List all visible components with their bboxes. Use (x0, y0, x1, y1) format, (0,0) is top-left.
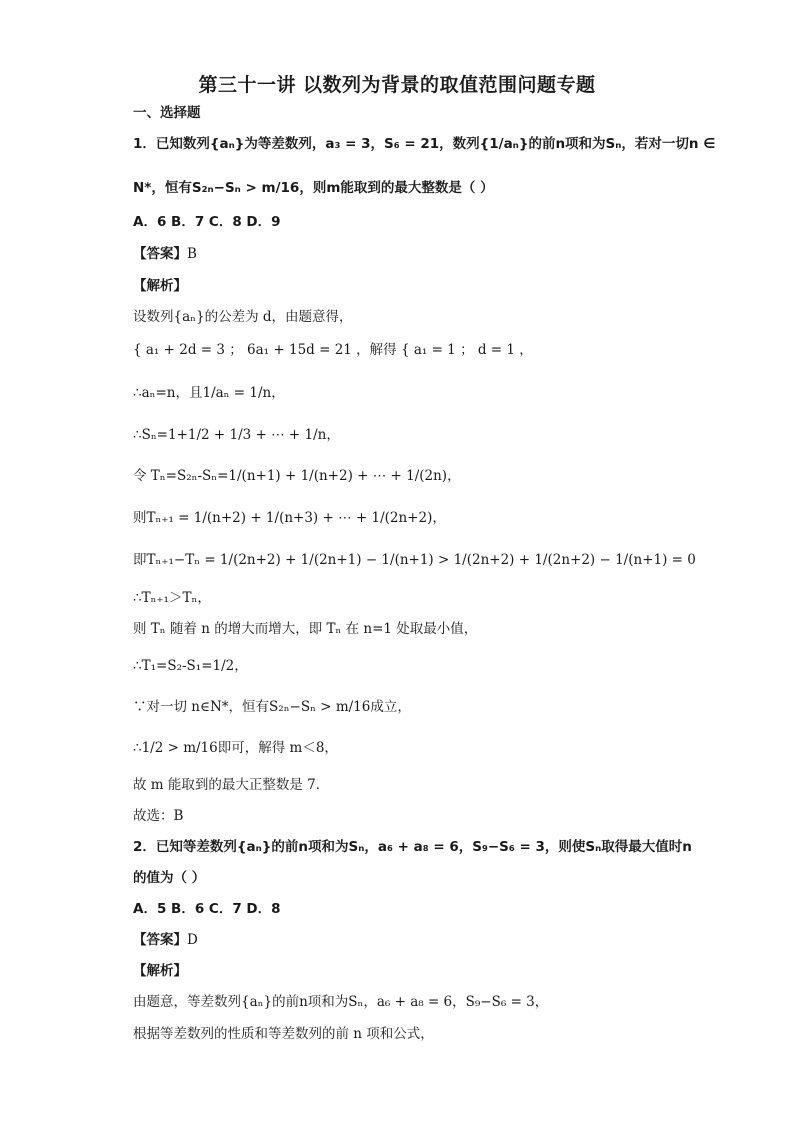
q1-answer-value: B (187, 246, 197, 262)
q1-step-6: 则Tₙ₊₁ = 1/(n+2) + 1/(n+3) + ⋯ + 1/(2n+2)， (133, 510, 446, 526)
q1-step-8: ∴Tₙ₊₁＞Tₙ， (133, 590, 211, 606)
q2-answer (133, 930, 198, 950)
q2-analysis-label: 【解析】 (133, 963, 187, 979)
q1-options: A．6 B．7 C．8 D．9 (133, 214, 281, 230)
q1-answer-label: 【答案】 (133, 246, 187, 262)
q1-step-4: ∴Sₙ=1+1/2 + 1/3 + ⋯ + 1/n， (133, 427, 340, 443)
q1-step-13: 故 m 能取到的最大正整数是 7． (133, 777, 330, 793)
q2-step-2: 根据等差数列的性质和等差数列的前 n 项和公式， (133, 1026, 434, 1042)
q1-step-7: 即Tₙ₊₁−Tₙ = 1/(2n+2) + 1/(2n+1) − 1/(n+1) > 1/(2n+2) + 1/(2n+2) − 1/(n+1) = 0 (133, 552, 696, 568)
q1-step-5: 令 Tₙ=S₂ₙ-Sₙ=1/(n+1) + 1/(n+2) + ⋯ + 1/(2n)， (133, 468, 461, 484)
q2-step-1: 由题意，等差数列{aₙ}的前n项和为Sₙ，a₆ + a₈ = 6，S₉−S₆ = 3， (133, 994, 549, 1010)
q2-answer-label: 【答案】 (133, 932, 187, 948)
q1-analysis-label: 【解析】 (133, 278, 187, 294)
section-heading: 一、选择题 (133, 105, 201, 121)
q1-step-3: ∴aₙ=n，且1/aₙ = 1/n， (133, 385, 285, 401)
q2-answer-value: D (187, 932, 198, 948)
q1-step-14: 故选：B (133, 808, 184, 824)
q1-step-10: ∴T₁=S₂-S₁=1/2， (133, 658, 248, 674)
q1-step-12: ∴1/2 > m/16即可，解得 m＜8， (133, 740, 338, 756)
q1-step-1: 设数列{aₙ}的公差为 d，由题意得， (133, 309, 353, 325)
q1-step-11: ∵对一切 n∈N*，恒有S₂ₙ−Sₙ > m/16成立， (133, 699, 411, 715)
q1-stem-line1: 1．已知数列{aₙ}为等差数列，a₃ = 3，S₆ = 21，数列{1/aₙ}的前n项和为Sₙ，若对一切n ∈ (133, 136, 716, 152)
q1-answer (133, 244, 197, 264)
q2-options: A．5 B．6 C．7 D．8 (133, 901, 281, 917)
q1-stem-line2: N*，恒有S₂ₙ−Sₙ > m/16，则m能取到的最大整数是（ ） (133, 180, 494, 196)
page-title: 第三十一讲 以数列为背景的取值范围问题专题 (198, 74, 596, 96)
q2-stem-line2: 的值为（ ） (133, 870, 206, 886)
q1-step-2: { a₁ + 2d = 3 ； 6a₁ + 15d = 21 ，解得 { a₁ = 1 ； d = 1 ， (133, 342, 533, 358)
q1-step-9: 则 Tₙ 随着 n 的增大而增大，即 Tₙ 在 n=1 处取最小值， (133, 621, 478, 637)
q2-stem-line1: 2．已知等差数列{aₙ}的前n项和为Sₙ，a₆ + a₈ = 6，S₉−S₆ = 3，则使Sₙ取得最大值时n (133, 839, 692, 855)
